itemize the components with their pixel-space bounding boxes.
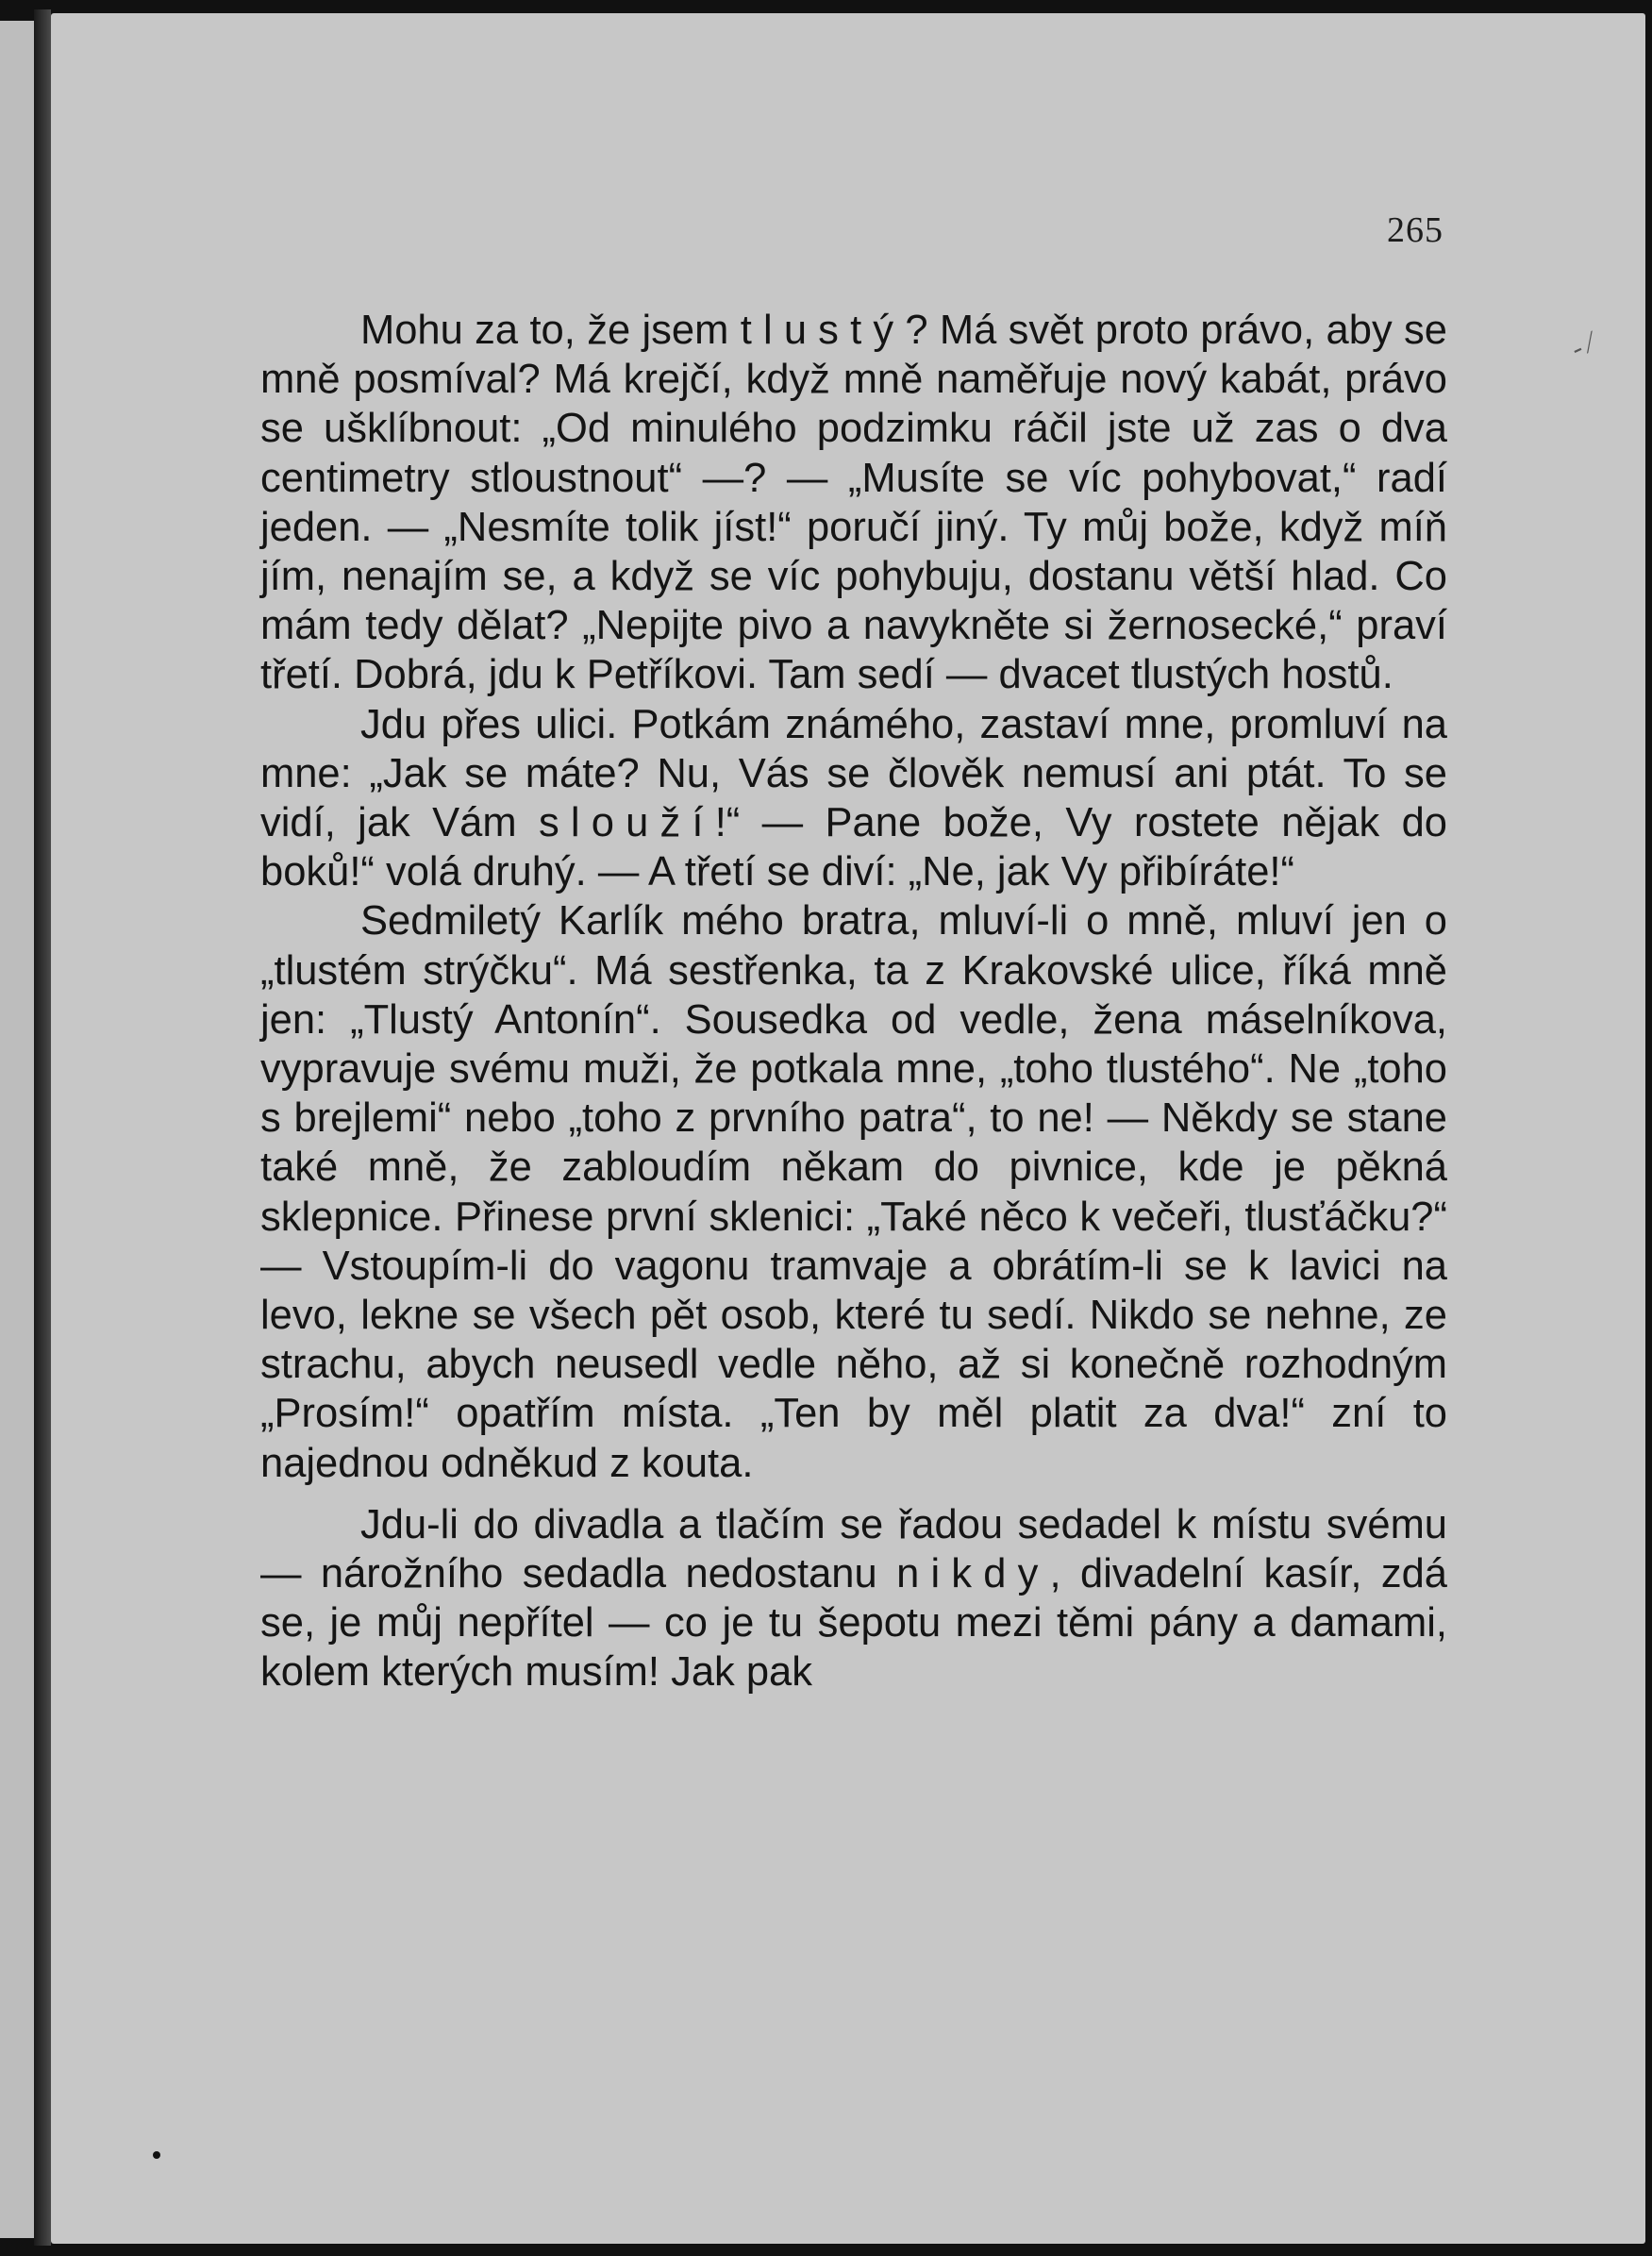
text-run: Jdu přes ulici. Potkám známého, zastaví mne, promluví na mne: „Jak se máte? Nu, Vás se člověk nemusí ani ptát. To se vidí, jak Vám [260, 701, 1447, 846]
page-number: 265 [1387, 210, 1443, 250]
emphasized-text: slouží [538, 800, 715, 846]
emphasized-text: nikdy [896, 1551, 1050, 1597]
text-run: ? Má svět proto právo, aby se mně posmíval? Má krejčí, když mně naměřuje nový kabát, právo se ušklíbnout: „Od minulého podzimku ráčil jste už zas o dva centimetry stloustnout“ —? — „Musíte se víc pohybovat,“ radí jeden. — „Nesmíte tolik jíst!“ poručí jiný. Ty můj bože, když míň jím, nenajím se, a když se víc pohybuju, dostanu větší hlad. Co mám tedy dělat? „Nepijte pivo a navykněte si žernosecké,“ praví třetí. Dobrá, jdu k Petříkovi. Tam sedí — dvacet tlustých hostů. [260, 308, 1447, 698]
body-text [260, 306, 1447, 1697]
paragraph [260, 896, 1447, 1487]
pencil-margin-mark: - ⁄ [1565, 326, 1599, 365]
text-run: Jdu-li do divadla a tlačím se řadou sedadel k místu svému — nárožního sedadla nedostanu [260, 1501, 1447, 1597]
paragraph [260, 700, 1447, 897]
paragraph [260, 306, 1447, 700]
paragraph [260, 1500, 1447, 1697]
text-run: , divadelní kasír, zdá se, je můj nepřítel — co je tu šepotu mezi těmi pány a damami, kolem kterých musím! Jak pak [260, 1551, 1447, 1696]
text-run: Sedmiletý Karlík mého bratra, mluví-li o mně, mluví jen o „tlustém strýčku“. Má sestřenka, ta z Krakovské ulice, říká mně jen: „Tlustý Antonín“. Sousedka od vedle, žena máselníkova, vypravuje svému muži, že potkala mne, „toho tlustého“. Ne „toho s brejlemi“ nebo „toho z prvního patra“, to ne! — Někdy se stane také mně, že zabloudím někam do pivnice, kde je pěkná sklepnice. Přinese první sklenici: „Také něco k večeři, tlusťáčku?“ — Vstoupím-li do vagonu tramvaje a obrátím-li se k lavici na levo, lekne se všech pět osob, které tu sedí. Nikdo se nehne, ze strachu, abych neusedl vedle něho, až si konečně rozhodným „Prosím!“ opatřím místa. „Ten by měl platit za dva!“ zní to najednou odněkud z kouta. [260, 898, 1447, 1486]
gutter-shadow [34, 9, 51, 2246]
facing-page-edge [0, 21, 34, 2238]
text-run: Mohu za to, že jsem [360, 308, 741, 353]
book-page [51, 13, 1645, 2244]
emphasized-text: tlustý [740, 308, 906, 353]
scan-speck [153, 2151, 160, 2159]
text-run: !“ — Pane bože, Vy rostete nějak do boků!“ volá druhý. — A třetí se diví: „Ne, jak Vy přibíráte!“ [260, 800, 1447, 895]
